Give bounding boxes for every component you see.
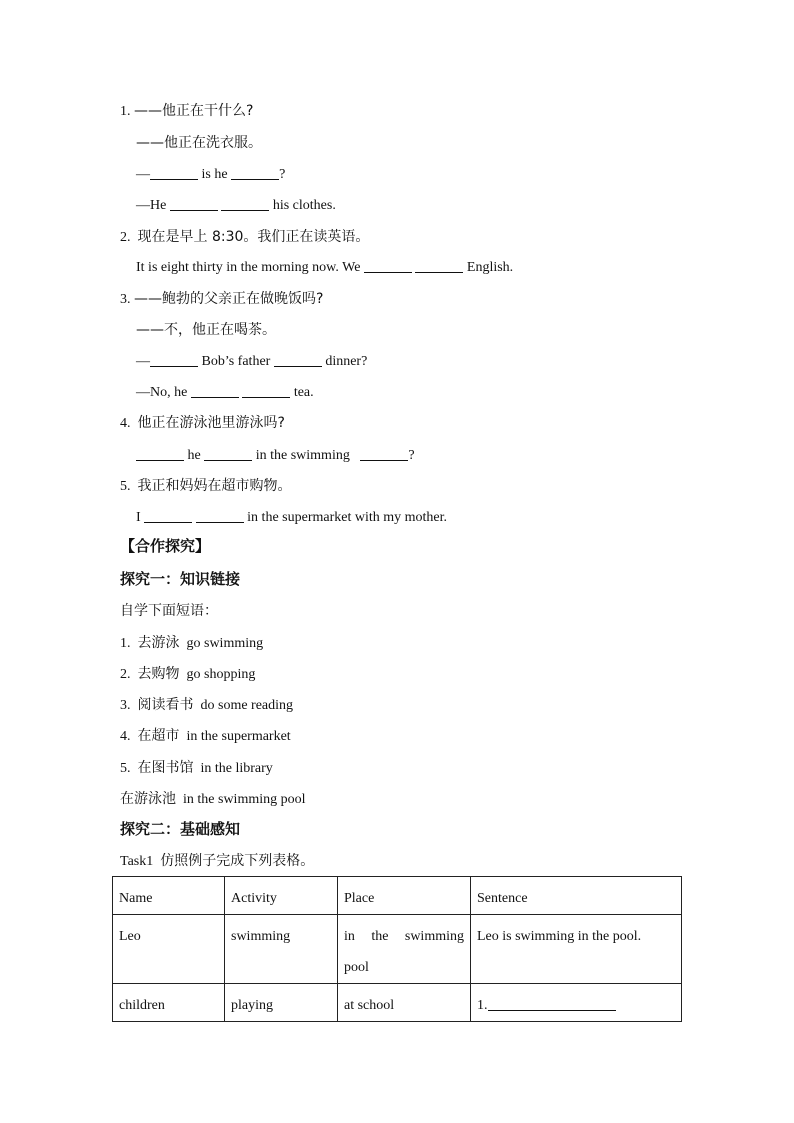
q1-en-a-mid: is he [198,167,232,182]
task-label: Task1 [120,854,154,869]
cell-place [338,915,471,984]
section-title: 【合作探究】 [120,537,211,555]
phrase-en: go swimming [186,636,264,651]
q3-en-a [136,352,367,372]
phrase-num: 5. [120,761,131,776]
q1-cn-a: ——他正在干什么? [134,103,254,119]
phrase-en: in the supermarket [186,729,291,744]
q5-en-pre: I [136,510,145,525]
phrase-item [120,726,291,747]
explore1-title: 探究一：知识链接 [120,570,241,588]
cell-name: children [113,984,225,1022]
phrase-en: do some reading [200,698,294,713]
phrase-extra-en: in the swimming pool [183,792,306,807]
phrase-item [120,695,293,716]
blank[interactable] [242,383,290,398]
q1-en-b [136,196,336,216]
q5-number: 5. [120,479,131,494]
q3-en-a-mid: Bob’s father [198,354,274,369]
activity-table [112,876,682,1022]
q1-en-a-post: ? [279,167,286,182]
phrase-num: 2. [120,667,131,682]
phrase-item [120,664,255,685]
task-instruction: 仿照例子完成下列表格。 [160,853,315,869]
cell-activity: swimming [225,915,338,984]
explore1-intro: 自学下面短语： [120,603,218,619]
q1-en-b-post: his clothes. [269,198,336,213]
phrase-en: go shopping [186,667,256,682]
q5-en-post: in the supermarket with my mother. [243,510,448,525]
q1-en-a-pre: — [136,167,150,182]
table-row [113,984,682,1022]
explore2-title: 探究二：基础感知 [120,820,241,838]
blank[interactable] [191,383,239,398]
header-sentence: Sentence [471,877,682,915]
answer-blank[interactable] [488,996,616,1011]
blank[interactable] [144,508,192,523]
phrase-num: 1. [120,636,131,651]
phrase-extra [120,789,306,810]
phrase-extra-cn: 在游泳池 [120,791,176,807]
q4-en-mid2: in the swimming [252,448,354,463]
q3-cn-question [120,289,323,310]
q4-en [136,446,415,466]
phrase-item [120,633,263,654]
q3-en-a-pre: — [136,354,150,369]
phrase-cn: 在超市 [137,728,180,744]
cell-place: at school [338,984,471,1022]
q4-en-mid1: he [184,448,205,463]
phrase-cn: 阅读看书 [137,697,194,713]
q3-en-a-post: dinner? [321,354,368,369]
cell-sentence: Leo is swimming in the pool. [471,915,682,984]
answer-number: 1. [477,998,488,1013]
phrase-cn: 去购物 [137,666,180,682]
q1-cn-b: ——他正在洗衣服。 [136,135,262,151]
table-row [113,915,682,984]
q4-number: 4. [120,416,131,431]
blank[interactable] [360,446,408,461]
q2-en-post: English. [463,260,514,275]
phrase-en: in the library [200,761,273,776]
blank[interactable] [221,196,269,211]
q3-number: 3. [120,292,131,307]
table-header-row [113,877,682,915]
phrase-cn: 去游泳 [137,635,180,651]
q5-cn-text: 我正和妈妈在超市购物。 [137,478,292,494]
q3-cn-a: ——鲍勃的父亲正在做晚饭吗? [134,291,324,307]
q3-en-b-pre: —No, he [136,385,191,400]
task-line [120,851,314,872]
blank[interactable] [364,258,412,273]
q1-number: 1. [120,104,131,119]
q1-cn-question [120,101,253,122]
q1-en-a [136,165,285,185]
q3-cn-b: ——不，他正在喝茶。 [136,322,276,338]
q5-cn [120,476,292,497]
phrase-num: 3. [120,698,131,713]
q1-en-b-pre: —He [136,198,170,213]
blank[interactable] [170,196,218,211]
cell-sentence [471,984,682,1022]
q2-number: 2. [120,230,131,245]
q4-en-post: ? [408,448,415,463]
blank[interactable] [231,165,279,180]
blank[interactable] [204,446,252,461]
phrase-num: 4. [120,729,131,744]
header-name: Name [113,877,225,915]
q3-en-b-post: tea. [290,385,314,400]
phrase-cn: 在图书馆 [137,760,194,776]
q2-cn [120,227,369,248]
cell-name: Leo [113,915,225,984]
q2-cn-text: 现在是早上 8:30。我们正在读英语。 [137,229,370,245]
header-place: Place [338,877,471,915]
q4-cn [120,413,285,434]
blank[interactable] [415,258,463,273]
cell-activity: playing [225,984,338,1022]
q5-en [136,508,447,528]
q3-en-b [136,383,314,403]
q2-en-pre: It is eight thirty in the morning now. We [136,260,364,275]
blank[interactable] [136,446,184,461]
header-activity: Activity [225,877,338,915]
phrase-item [120,758,273,779]
blank[interactable] [150,352,198,367]
q4-cn-text: 他正在游泳池里游泳吗? [137,415,285,431]
cell-place-line2: pool [344,960,369,975]
blank[interactable] [274,352,322,367]
cell-place-line1: in the swimming [344,929,464,944]
q2-en [136,258,513,278]
blank[interactable] [196,508,244,523]
blank[interactable] [150,165,198,180]
